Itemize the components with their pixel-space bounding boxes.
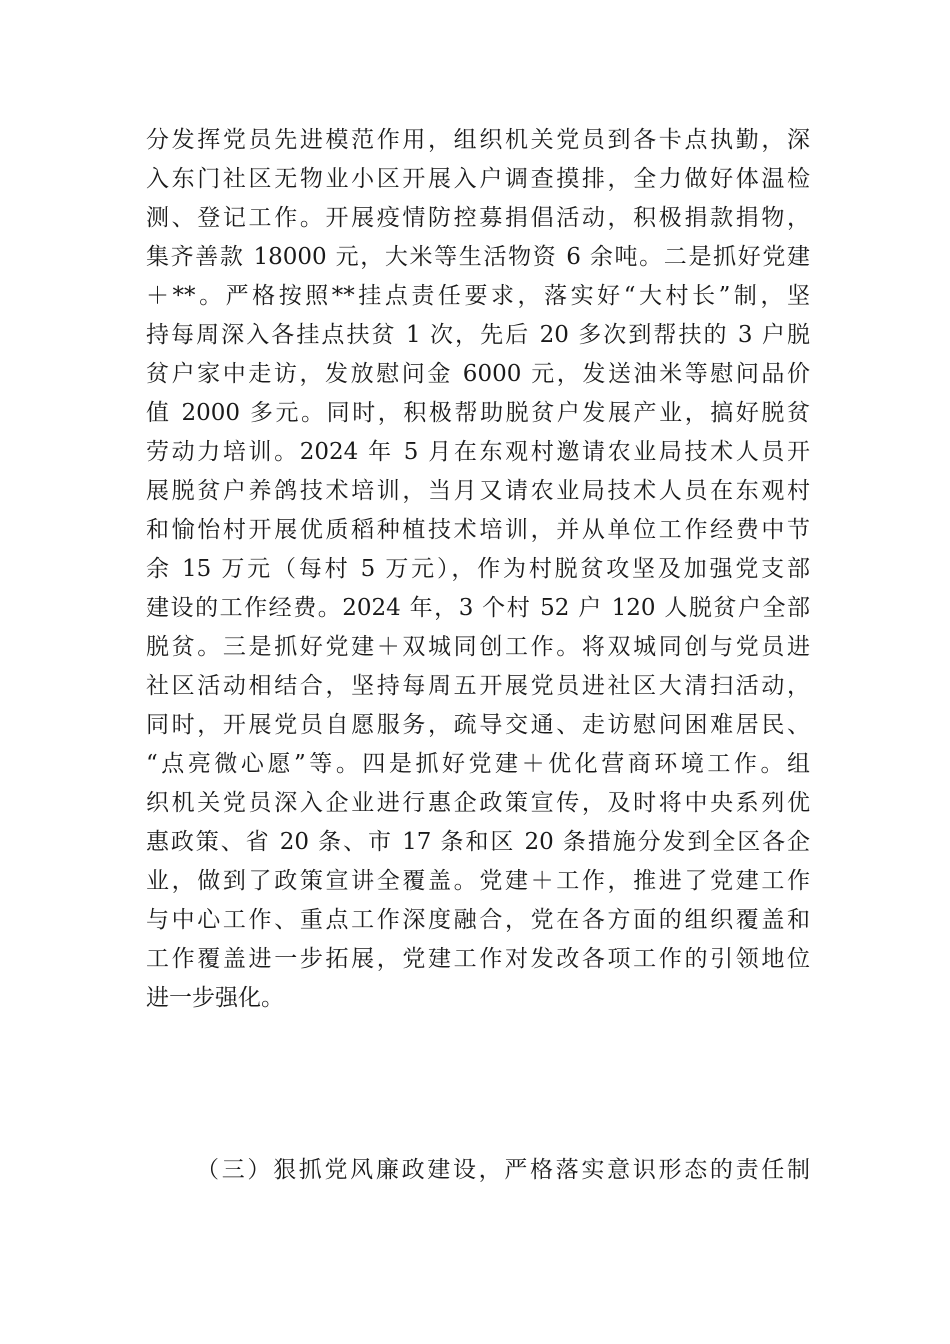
paragraph-line: ＋**。严格按照**挂点责任要求，落实好“大村长”制，坚 <box>146 283 810 309</box>
paragraph-line: 余 15 万元（每村 5 万元），作为村脱贫攻坚及加强党支部 <box>146 556 810 582</box>
paragraph-line: 同时，开展党员自愿服务，疏导交通、走访慰问困难居民、 <box>146 712 810 738</box>
paragraph-line: 建设的工作经费。2024 年，3 个村 52 户 120 人脱贫户全部 <box>146 595 810 621</box>
paragraph-line: 与中心工作、重点工作深度融合，党在各方面的组织覆盖和 <box>146 907 810 933</box>
paragraph-line: 持每周深入各挂点扶贫 1 次，先后 20 多次到帮扶的 3 户脱 <box>146 322 810 348</box>
paragraph-line: 展脱贫户养鸽技术培训，当月又请农业局技术人员在东观村 <box>146 478 810 504</box>
paragraph-line: “点亮微心愿”等。四是抓好党建＋优化营商环境工作。组 <box>146 751 810 777</box>
section-heading: （三）狠抓党风廉政建设，严格落实意识形态的责任制 <box>196 1157 810 1183</box>
paragraph-line: 工作覆盖进一步拓展，党建工作对发改各项工作的引领地位 <box>146 946 810 972</box>
paragraph-line: 入东门社区无物业小区开展入户调查摸排，全力做好体温检 <box>146 166 810 192</box>
paragraph-line: 分发挥党员先进模范作用，组织机关党员到各卡点执勤，深 <box>146 127 810 153</box>
paragraph-line: 和愉怡村开展优质稻种植技术培训，并从单位工作经费中节 <box>146 517 810 543</box>
paragraph-line: 测、登记工作。开展疫情防控募捐倡活动，积极捐款捐物， <box>146 205 810 231</box>
paragraph-line: 织机关党员深入企业进行惠企政策宣传，及时将中央系列优 <box>146 790 810 816</box>
paragraph-line: 业，做到了政策宣讲全覆盖。党建＋工作，推进了党建工作 <box>146 868 810 894</box>
paragraph-line: 劳动力培训。2024 年 5 月在东观村邀请农业局技术人员开 <box>146 439 810 465</box>
body-paragraph <box>146 121 810 1018</box>
paragraph-line: 进一步强化。 <box>146 985 284 1011</box>
paragraph-line: 社区活动相结合，坚持每周五开展党员进社区大清扫活动， <box>146 673 810 699</box>
paragraph-line: 值 2000 多元。同时，积极帮助脱贫户发展产业，搞好脱贫 <box>146 400 810 426</box>
paragraph-line: 脱贫。三是抓好党建＋双城同创工作。将双城同创与党员进 <box>146 634 810 660</box>
paragraph-line: 惠政策、省 20 条、市 17 条和区 20 条措施分发到全区各企 <box>146 829 810 855</box>
paragraph-line: 集齐善款 18000 元，大米等生活物资 6 余吨。二是抓好党建 <box>146 244 810 270</box>
paragraph-line: 贫户家中走访，发放慰问金 6000 元，发送油米等慰问品价 <box>146 361 810 387</box>
